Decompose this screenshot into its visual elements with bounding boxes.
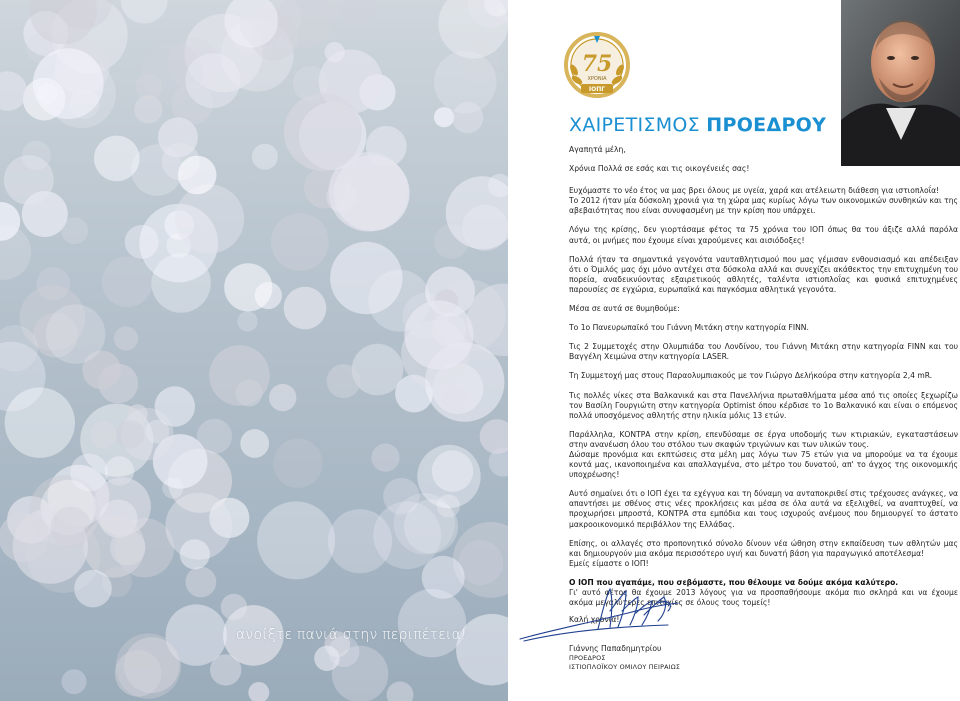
bokeh-light-spot xyxy=(5,388,75,458)
letter-paragraph: Μέσα σε αυτά σε θυμηθούμε: xyxy=(569,304,680,314)
bokeh-light-spot xyxy=(178,156,217,195)
bokeh-light-spot xyxy=(47,59,116,128)
logo-years-word: ΧΡΟΝΙΑ xyxy=(587,76,607,82)
bokeh-light-spot xyxy=(115,650,162,697)
letter-paragraph: Παράλληλα, ΚΟΝΤΡΑ στην κρίση, επενδύσαμε σε έργα υποδομής των κτιριακών, εγκαταστάσεων στην ανανέωση όλου του στόλου των σκαφών τριγώνων και των υλικών τους. xyxy=(569,429,958,449)
bokeh-light-spot xyxy=(417,445,480,508)
letter-paragraph: Εμείς είμαστε ο ΙΟΠ! xyxy=(569,558,649,568)
bokeh-light-spot xyxy=(162,478,183,499)
bokeh-light-spot xyxy=(186,53,241,108)
title-bold-part: ΠΡΟΕΔΡΟΥ xyxy=(706,114,827,136)
letter-paragraph: Επίσης, οι αλλαγές στο προπονητικό σύνολο δίνουν νέα ώθηση στην εκπαίδευση των αθλητών μας και δημιουργούν μια ακόμα περισσότερο υγιή και δυνατή βάση για παραγωγικό αποτέλεσμα! xyxy=(569,538,958,558)
bokeh-light-spot xyxy=(327,364,361,398)
bokeh-light-spot xyxy=(46,304,105,363)
bokeh-light-spot xyxy=(352,344,404,396)
bokeh-light-spot xyxy=(314,646,339,671)
bokeh-light-spot xyxy=(480,419,508,454)
bokeh-light-spot xyxy=(273,439,322,488)
bokeh-light-spot xyxy=(398,589,466,657)
bokeh-light-spot xyxy=(134,95,162,123)
signer-organization: ΙΣΤΙΟΠΛΟΪΚΟΥ ΟΜΙΛΟΥ ΠΕΙΡΑΙΩΣ xyxy=(569,663,681,672)
bokeh-light-spot xyxy=(224,263,272,311)
letter-paragraph: Τις πολλές νίκες στα Βαλκανικά και στα Πανελλήνια πρωταθλήματα μέσα από τις οποίες ξεχωρίζω τον Βασίλη Γουργιώτη στην κατηγορία Optimist όπου κέρδισε το 1ο Βαλκανικό και είναι ο επόμενος πολλά υποσχόμενος αθλητής στην ηλικία μόλις 13 ετών. xyxy=(569,390,958,420)
bokeh-light-spot xyxy=(70,454,108,492)
letter-greeting: Αγαπητά μέλη, xyxy=(569,145,626,154)
handwritten-signature xyxy=(518,583,698,645)
letter-paragraph: Πολλά ήταν τα σημαντικά γεγονότα ναυταθλητισμού που μας γέμισαν ενθουσιασμό και απέδειξαν ότι ο Όμιλός μας όχι μόνο αντέχει στα δύσκολα αλλά και συνεχίζει ακάθεκτος την επιτυχημένη του πορεία, αναδεικνύοντας εξαιρετικούς αθλητές, ταλέντα ιστιοπλοΐας και φυσικά επιτυχημένες παρουσίες σε εγχώρια, ευρωπαϊκά και παγκόσμια αθλητικά γεγονότα. xyxy=(569,254,958,294)
bokeh-light-spot xyxy=(387,682,414,701)
bokeh-light-spot xyxy=(257,501,335,579)
bokeh-light-spot xyxy=(74,570,112,608)
bokeh-light-spot xyxy=(180,539,210,569)
letter-paragraph: Το 2012 ήταν μία δύσκολη χρονιά για τη χώρα μας κυρίως λόγω των οικονομικών συνθηκών και της αβεβαιότητας που είναι συνυφασμένη με την κρίση που υπάρχει. xyxy=(569,196,958,216)
bokeh-light-spot xyxy=(284,287,327,330)
page-title xyxy=(569,114,826,136)
bokeh-light-spot xyxy=(175,185,244,254)
letter-paragraph: Δώσαμε προνόμια και εκπτώσεις στα μέλη μας λόγω των 75 ετών για να μπορούμε να τα έχουμε κοντά μας, ικανοποιημένα και απαλλαγμένα, στο μέτρο του δυνατού, απ' το άγχος της οικονομικής υποχρέωσης! xyxy=(569,449,958,480)
bokeh-light-spot xyxy=(237,311,257,331)
bokeh-light-spot xyxy=(371,444,399,472)
letter-paragraph: Γι' αυτό φέτος θα έχουμε 2013 λόγους για να προσπαθήσουμε ακόμα πιο σκληρά και να έχουμε ακόμα μεγαλύτερες επιτυχίες σε όλους τους τομείς! xyxy=(569,588,958,608)
bokeh-light-spot xyxy=(434,51,497,114)
bokeh-light-spot xyxy=(342,0,377,27)
bokeh-light-spot xyxy=(271,213,329,271)
signer-name: Γιάννης Παπαδημητρίου xyxy=(569,644,662,653)
bokeh-light-spot xyxy=(151,253,210,312)
bokeh-light-spot xyxy=(404,300,473,369)
bokeh-light-spot xyxy=(158,117,198,157)
club-75-years-logo xyxy=(562,30,632,100)
bokeh-light-spot xyxy=(328,509,392,573)
bokeh-light-spot xyxy=(325,42,345,62)
letter-paragraph: Ευχόμαστε το νέο έτος να μας βρει όλους με υγεία, χαρά και ατέλειωτη διάθεση για ιστιοπλοΐα! xyxy=(569,186,940,196)
letter-paragraph: Το 1ο Πανευρωπαϊκό του Γιάννη Μιτάκη στην κατηγορία FINN. xyxy=(569,323,809,333)
bokeh-light-spot xyxy=(209,345,270,406)
logo-org-abbrev: ΙΟΠΓ xyxy=(588,86,606,93)
bokeh-light-spot xyxy=(94,136,140,182)
letter-bold-statement: Ο ΙΟΠ που αγαπάμε, που σεβόμαστε, που θέλουμε να δούμε ακόμα καλύτερο. xyxy=(569,577,899,587)
bokeh-light-spot xyxy=(186,567,217,598)
bokeh-light-spot xyxy=(269,384,296,411)
bokeh-light-spot xyxy=(62,669,87,694)
bokeh-light-spot xyxy=(284,93,362,171)
bokeh-light-spot xyxy=(114,327,138,351)
letter-wishes: Χρόνια Πολλά σε εσάς και τις οικογένειές σας! xyxy=(569,164,750,174)
bokeh-light-spot xyxy=(116,420,145,449)
logo-number: 75 xyxy=(581,51,613,77)
motto-text: ανοίξτε πανιά στην περιπέτεια! xyxy=(236,627,467,643)
bokeh-light-spot xyxy=(240,429,269,458)
bokeh-light-spot xyxy=(0,71,27,111)
letter-closing: Καλή χρονιά! xyxy=(569,615,620,625)
bokeh-light-spot xyxy=(248,682,269,701)
bokeh-light-spot xyxy=(121,0,168,24)
bokeh-light-spot xyxy=(221,594,247,620)
letter-paragraph: Αυτό σημαίνει ότι ο ΙΟΠ έχει τα εχέγγυα και τη δύναμη να ανταποκριθεί στις τρέχουσες ανάγκες, να απαντήσει με σθένος στις νέες προκλήσεις και μέσα σε όλα αυτά να εξελιχθεί, να αναπτυχθεί, να προχωρήσει μπροστά, ΚΟΝΤΡΑ στα εμπόδια και τους ισχυρούς ανέμους που δημιουργεί το άστατο μακροοικονομικό περιβάλλον της Ελλάδας. xyxy=(569,489,958,529)
bokeh-light-spot xyxy=(61,217,88,244)
letter-paragraph: Τη Συμμετοχή μας στους Παραολυμπιακούς με τον Γιώργο Δελήκούρα στην κατηγορία 2,4 mR. xyxy=(569,371,933,381)
letter-paragraph: Τις 2 Συμμετοχές στην Ολυμπιάδα του Λονδίνου, του Γιάννη Μιτάκη στην κατηγορία FINN και του Βαγγέλη Χειμώνα στην κατηγορία LASER. xyxy=(569,342,958,362)
signer-role: ΠΡΟΕΔΡΟΣ xyxy=(569,653,606,662)
president-portrait xyxy=(841,0,960,166)
letter-paragraph: Λόγω της κρίσης, δεν γιορτάσαμε φέτος τα 75 χρόνια του ΙΟΠ όπως θα του άξιζε αλλά παρόλα αυτά, οι μνήμες που έχουμε είναι χαρούμενες και αισιόδοξες! xyxy=(569,225,958,245)
president-letter xyxy=(569,145,958,634)
signer-block xyxy=(569,644,680,673)
bokeh-light-spot xyxy=(22,141,51,170)
bokeh-light-spot xyxy=(90,421,117,448)
bokeh-light-spot xyxy=(252,144,278,170)
bokeh-light-spot xyxy=(330,242,402,314)
title-light-part: ΧΑΙΡΕΤΙΣΜΟΣ xyxy=(569,114,700,136)
bokeh-light-spot xyxy=(0,513,48,563)
bokeh-light-spot xyxy=(51,507,92,548)
bokeh-light-spot xyxy=(197,419,232,454)
bokeh-light-spot xyxy=(102,257,153,308)
